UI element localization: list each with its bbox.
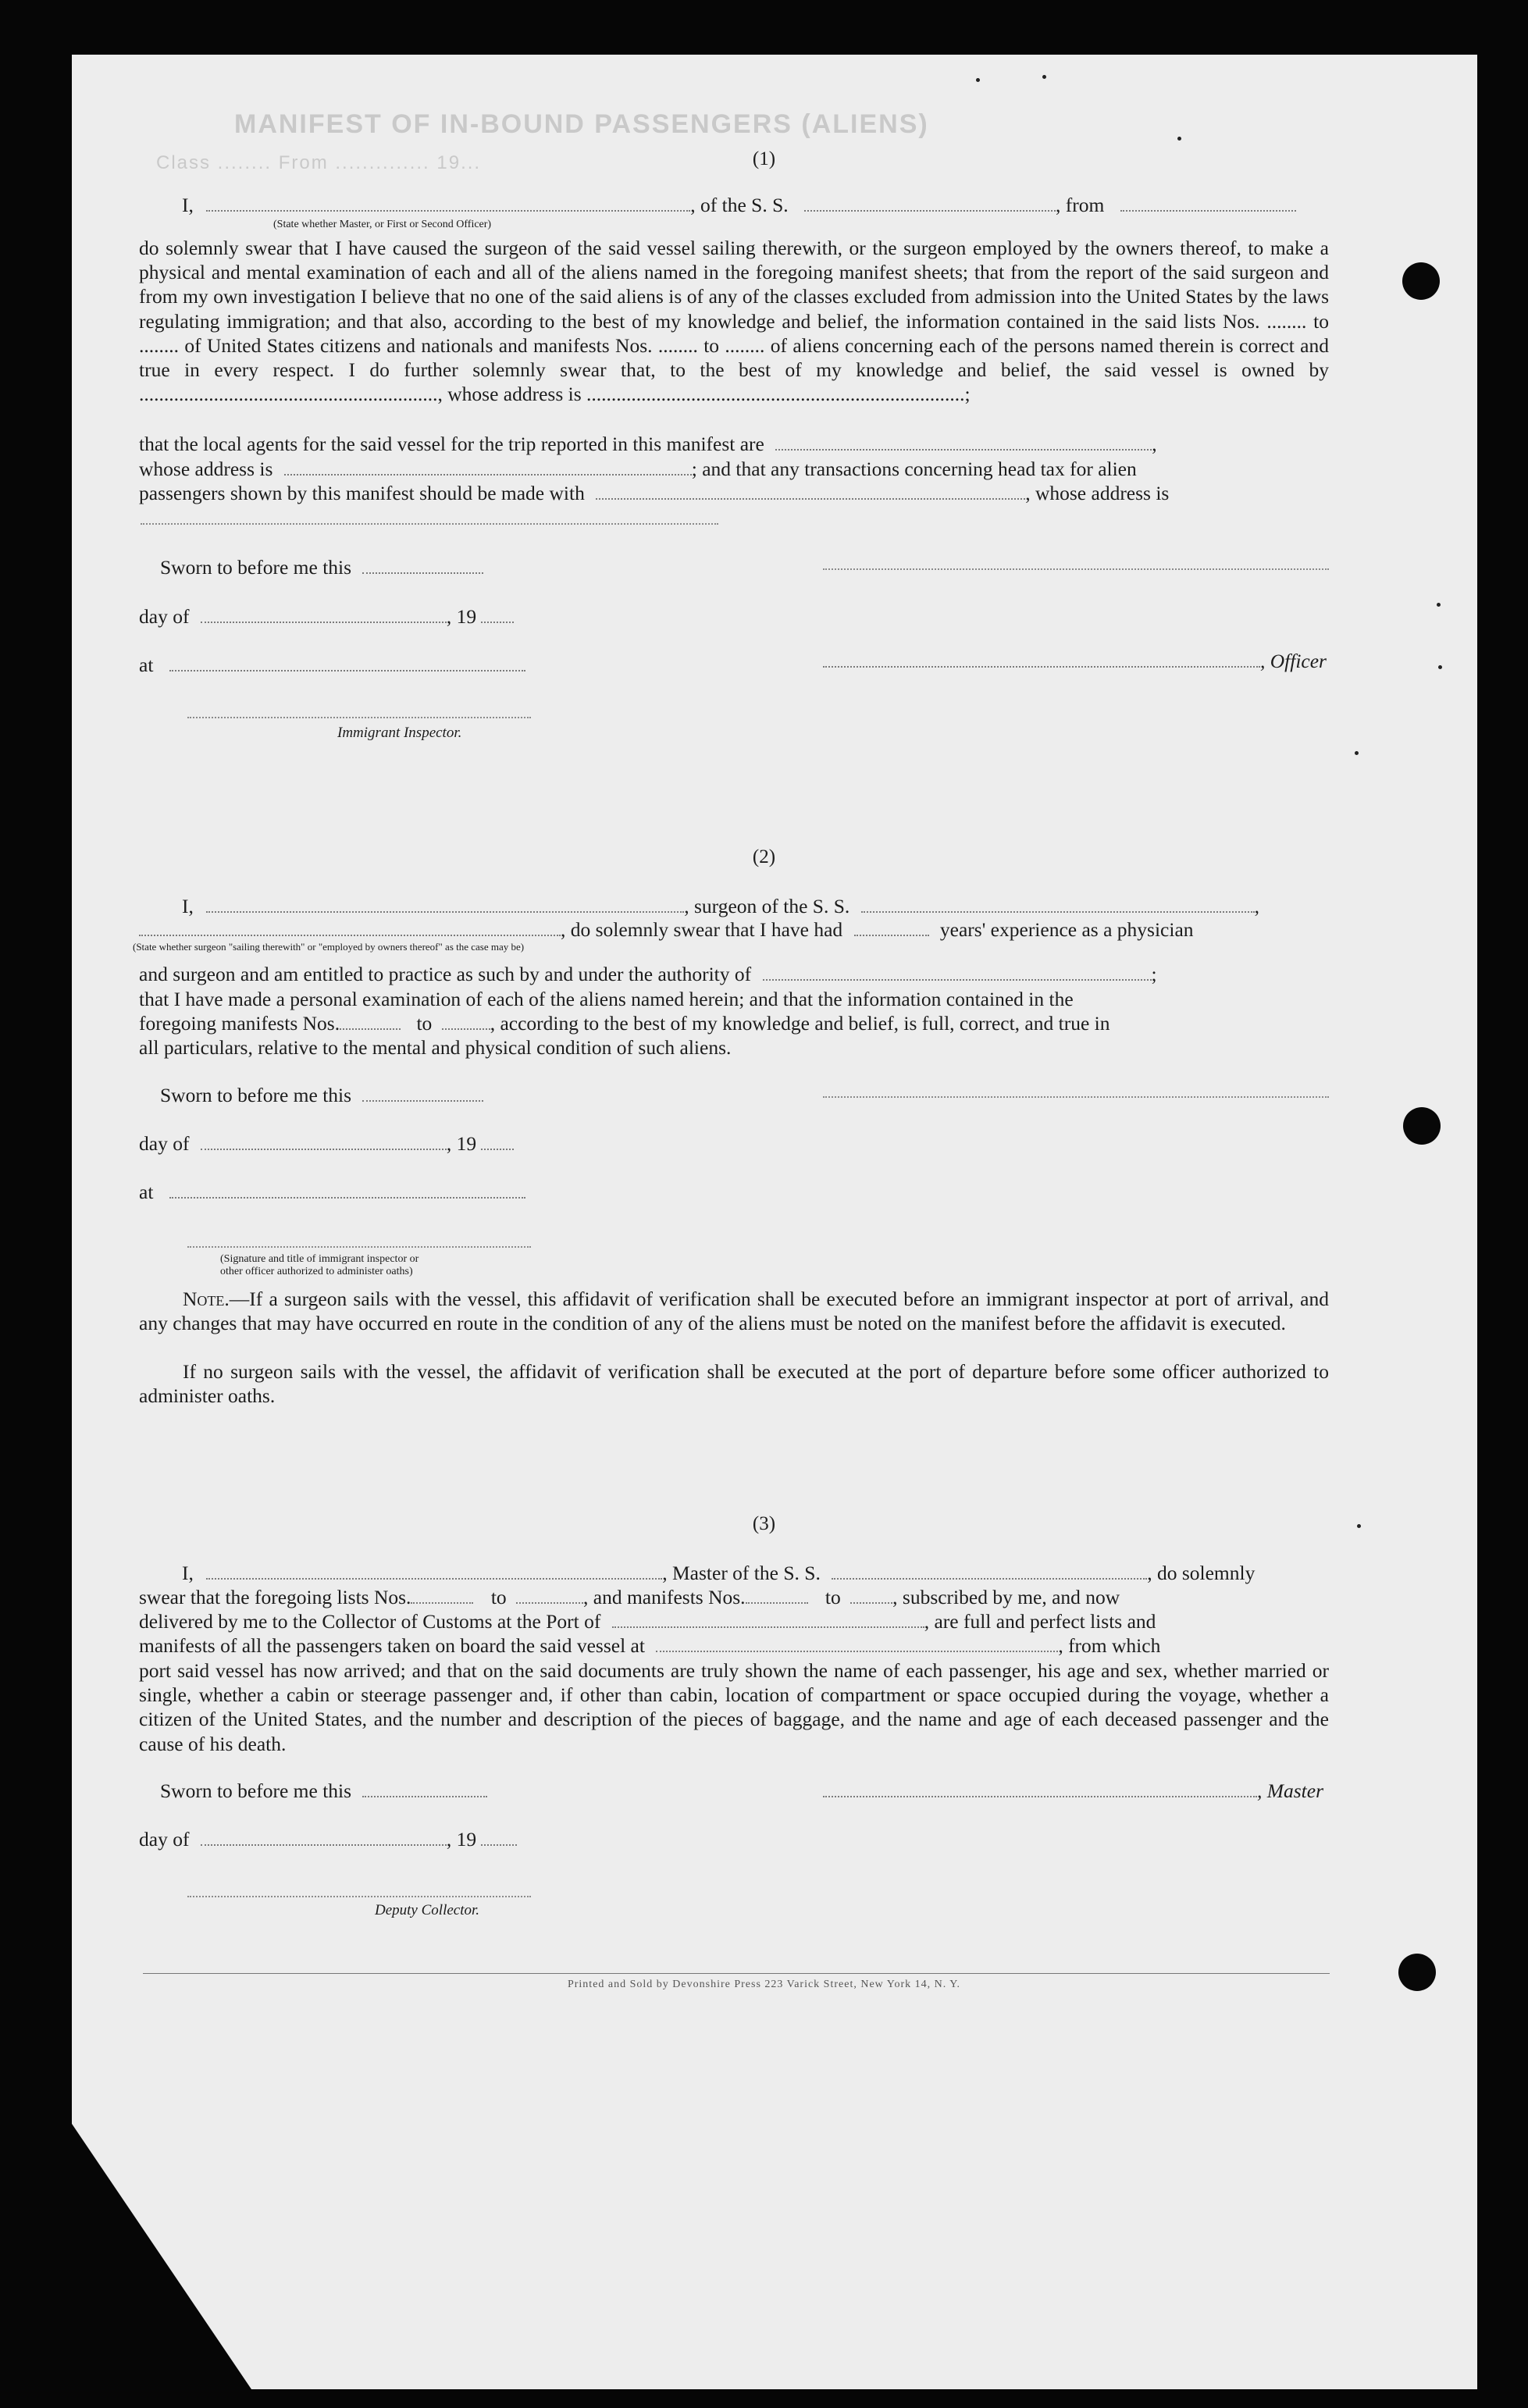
- fill-line: [141, 523, 718, 525]
- fill-line: [656, 1637, 1058, 1652]
- faint-header-line: Class ........ From .............. 19...: [156, 152, 482, 173]
- signature-line-officer-top: [823, 568, 1329, 570]
- text-whose-address-end: , whose address is: [1025, 482, 1170, 504]
- signature-line-inspector: [187, 717, 531, 718]
- section-3-collector-label: Deputy Collector.: [375, 1902, 480, 1918]
- text-to: to: [825, 1586, 841, 1608]
- footer-rule: [143, 1973, 1330, 1974]
- section-1-line-1: [182, 194, 1296, 217]
- section-2-line-2: [139, 918, 1194, 942]
- text-to: to: [416, 1012, 433, 1035]
- section-3-number: (3): [752, 1513, 776, 1534]
- text-year: , 19: [446, 605, 477, 628]
- section-2-line-1: I, , surgeon of the S. S. ,: [182, 895, 1260, 917]
- section-1-at: [139, 654, 525, 677]
- text-do-solemnly: , do solemnly: [1147, 1562, 1256, 1584]
- fill-line: [340, 1014, 401, 1030]
- text-day-of: day of: [139, 605, 190, 628]
- fill-line: [612, 1612, 924, 1628]
- ink-speck: [1438, 665, 1442, 669]
- section-2-line-3: and surgeon and am entitled to practice as such by and under the authority of ;: [139, 963, 1157, 985]
- text-surgeon-of: , surgeon of the S. S.: [684, 895, 850, 917]
- fill-line: [850, 1588, 892, 1604]
- text-to: to: [490, 1586, 507, 1608]
- fill-line: [362, 558, 483, 574]
- text-from: , from: [1056, 194, 1105, 216]
- section-2-number: (2): [752, 846, 776, 867]
- section-3-line-4: [139, 1634, 1160, 1658]
- section-2-line-4: that I have made a personal examination of each of the aliens named herein; and that the information contained in the: [139, 988, 1074, 1010]
- text-years-experience: years' experience as a physician: [939, 918, 1194, 941]
- section-3-line-2: [139, 1586, 1120, 1609]
- section-1-agents-line: that the local agents for the said vessel for the trip reported in this manifest are ,: [139, 433, 1157, 455]
- fill-line: [206, 897, 684, 913]
- fill-line: [206, 1564, 662, 1580]
- fill-line: [823, 1782, 1257, 1797]
- section-3-sworn: [160, 1779, 487, 1803]
- text-entitled: and surgeon and am entitled to practice as such by and under the authority of: [139, 963, 752, 985]
- fill-line: [1120, 196, 1296, 212]
- text-from-which: , from which: [1058, 1634, 1161, 1657]
- faint-header-title: MANIFEST OF IN-BOUND PASSENGERS (ALIENS): [234, 109, 929, 139]
- section-2-line-6: all particulars, relative to the mental and physical condition of such aliens.: [139, 1036, 732, 1059]
- text-officer: , Officer: [1260, 650, 1327, 672]
- fill-line: [201, 1830, 447, 1846]
- text-sworn: Sworn to before me this: [160, 1084, 352, 1106]
- section-3-day-of: [139, 1828, 517, 1851]
- fill-line: [775, 435, 1152, 451]
- text-foregoing-lists: swear that the foregoing lists Nos.: [139, 1586, 411, 1608]
- fill-line: [201, 607, 447, 623]
- section-3-master-signature: [823, 1779, 1323, 1803]
- text-taken-on-board: manifests of all the passengers taken on board the said vessel at: [139, 1634, 645, 1657]
- section-1-sworn: [160, 556, 483, 579]
- text-solemnly-swear: , do solemnly swear that I have had: [561, 918, 843, 941]
- text-sworn: Sworn to before me this: [160, 1779, 352, 1802]
- text-delivered: delivered by me to the Collector of Customs at the Port of: [139, 1610, 601, 1633]
- fill-line: [139, 921, 561, 936]
- fill-line: [804, 196, 1056, 212]
- text-subscribed: , subscribed by me, and now: [892, 1586, 1120, 1608]
- section-2-at: [139, 1181, 525, 1204]
- text-full-and-perfect: , are full and perfect lists and: [924, 1610, 1156, 1633]
- printer-imprint: Printed and Sold by Devonshire Press 223 Varick Street, New York 14, N. Y.: [567, 1979, 961, 1990]
- text-at: at: [139, 1181, 154, 1203]
- ink-speck: [1437, 603, 1441, 607]
- signature-line-collector: [187, 1896, 531, 1897]
- section-2-note: [139, 1287, 1329, 1335]
- section-2-note-2: If no surgeon sails with the vessel, the affidavit of verification shall be executed at the port of departure before some officer authorized to administer oaths.: [139, 1360, 1329, 1408]
- text-of-ss: , of the S. S.: [690, 194, 789, 216]
- fill-line: [201, 1135, 447, 1150]
- ink-speck: [1355, 751, 1359, 755]
- fill-line: [854, 921, 929, 936]
- ink-speck: [1177, 137, 1181, 141]
- text-day-of: day of: [139, 1828, 190, 1851]
- section-2-signature-note-1: (Signature and title of immigrant inspector or: [220, 1253, 419, 1265]
- section-2-day-of: [139, 1132, 514, 1156]
- text-master-of: , Master of the S. S.: [662, 1562, 821, 1584]
- fill-line: [832, 1564, 1147, 1580]
- text-master: , Master: [1257, 1779, 1323, 1802]
- fill-line: [362, 1086, 483, 1102]
- text-sworn: Sworn to before me this: [160, 556, 352, 579]
- signature-line-surgeon: [823, 1096, 1329, 1098]
- fill-line: [823, 652, 1260, 668]
- text-according: , according to the best of my knowledge and belief, is full, correct, and true in: [490, 1012, 1110, 1035]
- text-i: I,: [182, 1562, 194, 1584]
- fill-line: [481, 1135, 514, 1150]
- fill-line: [169, 656, 525, 671]
- section-2-sworn: [160, 1084, 483, 1107]
- text-and-manifests: , and manifests Nos.: [583, 1586, 746, 1608]
- fill-line: [481, 607, 514, 623]
- text-agents: that the local agents for the said vessel for the trip reported in this manifest are: [139, 433, 764, 455]
- text-i: I,: [182, 895, 194, 917]
- section-2-signature-note-2: other officer authorized to administer oaths): [220, 1266, 413, 1277]
- binder-hole-middle: [1403, 1107, 1441, 1145]
- fill-line: [596, 484, 1025, 500]
- fill-line: [411, 1588, 473, 1604]
- section-1-number: (1): [752, 148, 776, 169]
- fill-line: [481, 1830, 517, 1846]
- text-year: , 19: [446, 1828, 477, 1851]
- section-3-line-1: [182, 1562, 1255, 1585]
- text-year: , 19: [446, 1132, 477, 1155]
- text-head-tax: ; and that any transactions concerning head tax for alien: [691, 458, 1137, 480]
- fill-line: [763, 965, 1152, 981]
- section-1-day-of: [139, 605, 514, 629]
- section-1-paragraph: do solemnly swear that I have caused the surgeon of the said vessel sailing therewith, or the surgeon employed by the owners thereof, to make a physical and mental examination of each and all of the aliens named in the foregoing manifest sheets; that from the report of the said surgeon and from my own investigation I believe that no one of the said aliens is of any of the classes excluded from admission into the United States by the laws regulating immigration; and that also, according to the best of my knowledge and belief, the information contained in the said lists Nos. ........ to ........ of United States citizens and nationals and manifests Nos. ........ to ........ of aliens concerning each of the persons named therein is correct and true in every respect. I do further solemnly swear that, to the best of my knowledge and belief, the said vessel is owned by ............................................................, whose address is ............................................................................;: [139, 237, 1329, 406]
- section-1-inspector-label: Immigrant Inspector.: [337, 725, 462, 741]
- section-3-line-3: [139, 1610, 1156, 1633]
- section-2-line-5: [139, 1012, 1109, 1035]
- ink-speck: [1042, 75, 1046, 79]
- signature-line-inspector-2: [187, 1246, 531, 1248]
- section-1-officer-note: (State whether Master, or First or Second Officer): [273, 219, 492, 230]
- fill-line: [442, 1014, 490, 1030]
- note-label: Note.: [183, 1288, 230, 1310]
- section-3-paragraph: port said vessel has now arrived; and that on the said documents are truly shown the name of each passenger, his age and sex, whether married or single, whether a cabin or steerage passenger and, if other than cabin, location of compartment or space occupied during the voyage, whether a citizen of the United States, and the number and description of the pieces of baggage, and the name and age of each deceased passenger and the cause of his death.: [139, 1659, 1329, 1755]
- text-day-of: day of: [139, 1132, 190, 1155]
- fill-line: [861, 897, 1255, 913]
- fill-line: [284, 460, 692, 476]
- text-whose-address: whose address is: [139, 458, 273, 480]
- ink-speck: [976, 78, 980, 82]
- fill-line: [169, 1183, 525, 1199]
- text-passengers: passengers shown by this manifest should be made with: [139, 482, 585, 504]
- fill-line: [516, 1588, 583, 1604]
- fill-line: [362, 1782, 487, 1797]
- text-at: at: [139, 654, 154, 676]
- fill-line: [746, 1588, 808, 1604]
- section-1-passengers-line: [139, 482, 1169, 505]
- section-1-address-line: [139, 458, 1137, 481]
- fill-line: [206, 196, 690, 212]
- note-text: —If a surgeon sails with the vessel, this affidavit of verification shall be executed before an immigrant inspector at port of arrival, and any changes that may have occurred en route in the condition of any of the aliens must be noted on the manifest before the affidavit is executed.: [139, 1288, 1329, 1335]
- section-2-surgeon-note: (State whether surgeon "sailing therewith" or "employed by owners thereof" as the case may be): [133, 941, 525, 953]
- binder-hole-top: [1402, 262, 1440, 300]
- section-1-officer-signature: [823, 650, 1327, 673]
- text-foregoing-manifests: foregoing manifests Nos.: [139, 1012, 340, 1035]
- text-i: I,: [182, 194, 194, 216]
